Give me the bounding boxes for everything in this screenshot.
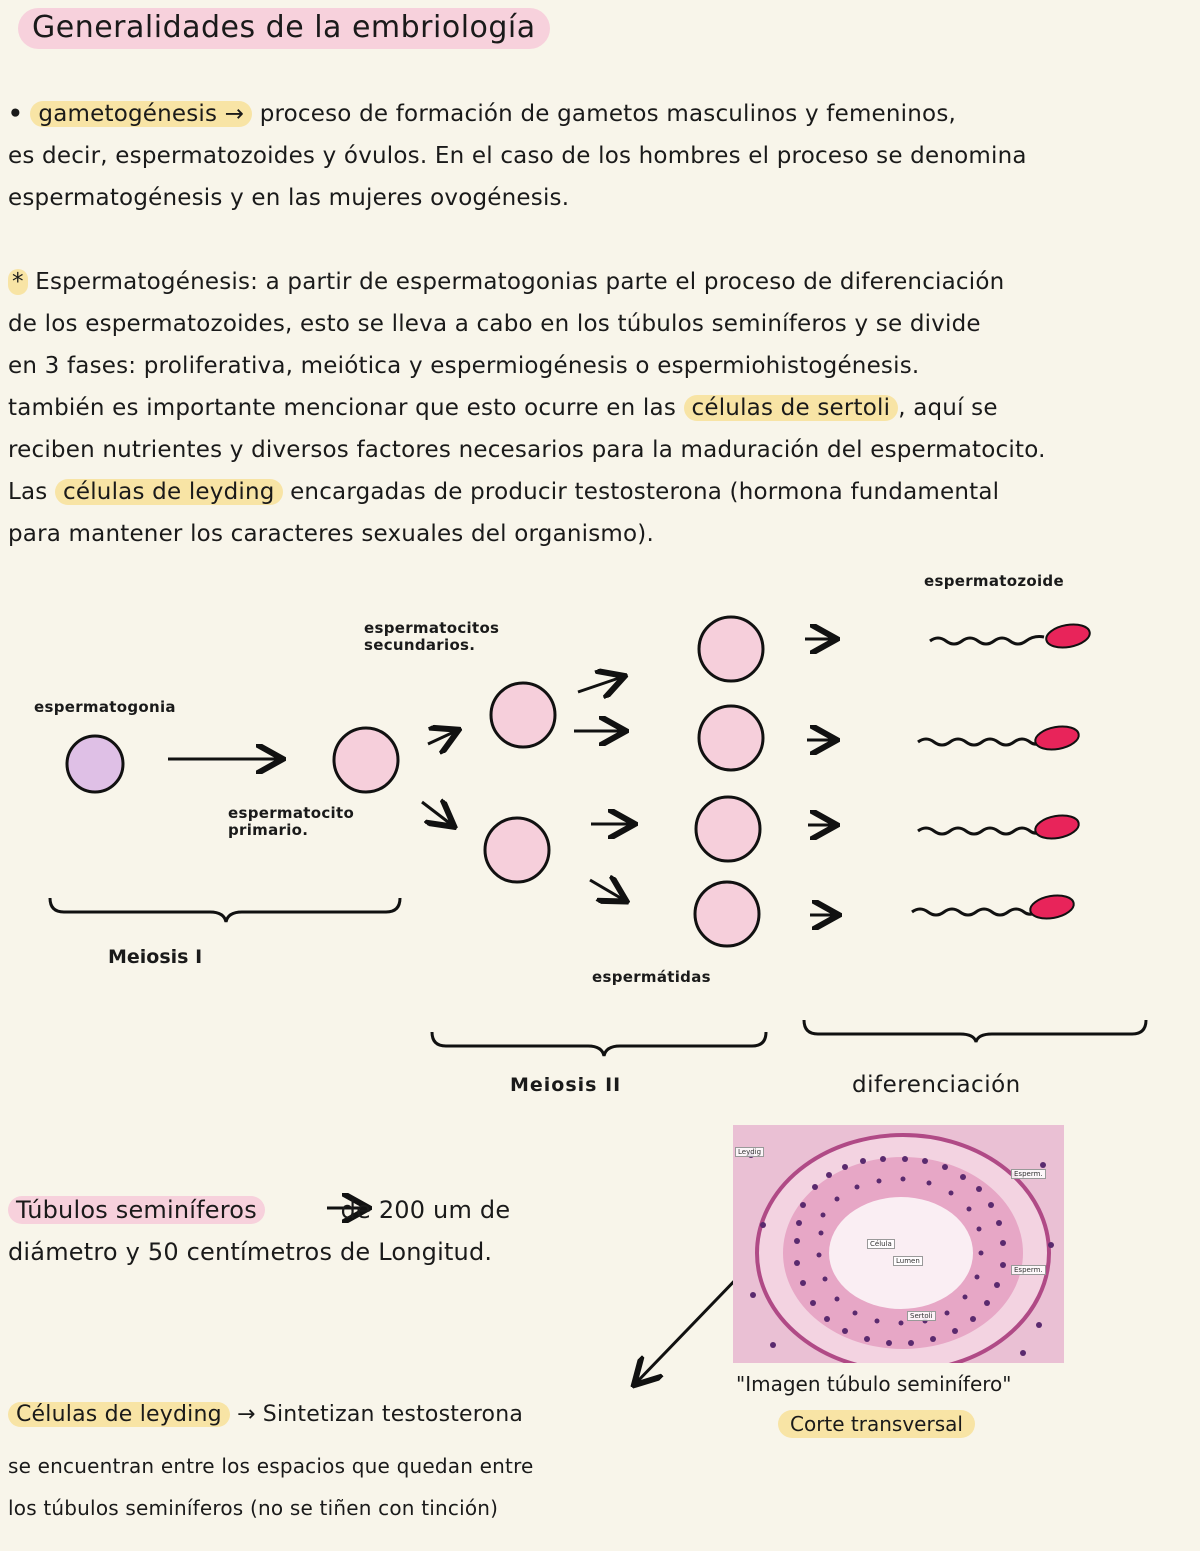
espermatogenesis-line-5: reciben nutrientes y diversos factores necesarios para la maduración del espermatocito. xyxy=(8,437,1046,463)
leyding-line-2: se encuentran entre los espacios que quedan entre xyxy=(8,1454,534,1478)
photo-tag: Leydig xyxy=(735,1147,764,1157)
photo-tag: Lumen xyxy=(893,1256,923,1266)
label-diferenciacion: diferenciación xyxy=(852,1072,1021,1098)
label-espermatozoide: espermatozoide xyxy=(924,572,1064,590)
label-meiosis-1: Meiosis I xyxy=(108,946,203,968)
espermatida-cell xyxy=(699,706,763,770)
brace-meiosis-2 xyxy=(432,1032,766,1056)
label-espermatocitos-secundarios: espermatocitos secundarios. xyxy=(364,619,500,654)
leyding-line-3: los túbulos seminíferos (no se tiñen con tinción) xyxy=(8,1496,499,1520)
photo-caption: "Imagen túbulo seminífero" xyxy=(736,1372,1012,1396)
photo-tag: Esperm. xyxy=(1011,1169,1046,1179)
espermatogenesis-text-1: Espermatogénesis: a partir de espermatogonias parte el proceso de diferenciación xyxy=(35,269,1005,295)
espermatocito-secundario-cell xyxy=(491,683,555,747)
gametogenesis-line-3: espermatogénesis y en las mujeres ovogénesis. xyxy=(8,185,570,211)
espermatogenesis-text-4a: también es importante mencionar que esto ocurre en las xyxy=(8,395,676,421)
arrow xyxy=(578,677,622,692)
espermatogenesis-line-7: para mantener los caracteres sexuales del organismo). xyxy=(8,521,654,547)
espermatozoide-icon xyxy=(930,621,1092,650)
gametogenesis-line-2: es decir, espermatozoides y óvulos. En el caso de los hombres el proceso se denomina xyxy=(8,143,1027,169)
arrow xyxy=(428,731,456,744)
label-meiosis-2: Meiosis II xyxy=(510,1074,622,1096)
espermatogenesis-line-2: de los espermatozoides, esto se lleva a cabo en los túbulos seminíferos y se divide xyxy=(8,311,981,337)
espermatida-cell xyxy=(699,617,763,681)
arrow xyxy=(590,880,624,900)
photo-tag: Célula xyxy=(867,1239,895,1249)
espermatocito-secundario-cell xyxy=(485,818,549,882)
brace-meiosis-1 xyxy=(50,898,400,922)
espermatogenesis-text-6a: Las xyxy=(8,479,48,505)
corte-transversal: Corte transversal xyxy=(778,1410,975,1438)
leyding-term: Células de leyding xyxy=(8,1402,230,1427)
gametogenesis-text: proceso de formación de gametos masculinos y femeninos, xyxy=(259,101,957,127)
photo-tag: Esperm. xyxy=(1011,1265,1046,1275)
label-espermatidas: espermátidas xyxy=(592,968,711,986)
espermatogenesis-text-4b: , aquí se xyxy=(898,395,998,421)
tubulos-line-2: diámetro y 50 centímetros de Longitud. xyxy=(8,1238,493,1266)
tubulos-line-1 xyxy=(8,1190,510,1232)
leyding-line-1 xyxy=(8,1394,523,1436)
leyding-term-inline: células de leyding xyxy=(55,479,283,505)
espermatida-cell xyxy=(696,797,760,861)
tubule-micrograph xyxy=(733,1125,1064,1363)
espermatozoide-icon xyxy=(918,723,1081,752)
sertoli-term: células de sertoli xyxy=(684,395,899,421)
espermatozoide-icon xyxy=(918,812,1081,841)
espermatozoide-icon xyxy=(912,892,1076,921)
tubulos-term: Túbulos seminíferos xyxy=(8,1196,265,1224)
espermatida-cell xyxy=(695,882,759,946)
label-espermatocito-primario: espermatocito primario. xyxy=(228,804,355,839)
label-espermatogonia: espermatogonia xyxy=(34,698,176,716)
espermatogonia-cell xyxy=(67,736,123,792)
gametogenesis-term: gametogénesis → xyxy=(30,101,252,127)
bullet-icon: • xyxy=(8,101,23,127)
leyding-text-1: → Sintetizan testosterona xyxy=(236,1402,524,1427)
photo-tag: Sertoli xyxy=(907,1311,936,1321)
espermatocito-primario-cell xyxy=(334,728,398,792)
star-icon: * xyxy=(8,269,28,295)
espermatogenesis-line-3: en 3 fases: proliferativa, meiótica y espermiogénesis o espermiohistogénesis. xyxy=(8,353,920,379)
arrow xyxy=(422,802,452,825)
page-title: Generalidades de la embriología xyxy=(18,8,550,49)
seminiferous-tubule-image xyxy=(733,1125,1064,1363)
brace-diferenciacion xyxy=(804,1020,1146,1042)
espermatogenesis-text-6b: encargadas de producir testosterona (hormona fundamental xyxy=(290,479,1000,505)
tubulos-text-1: de 200 um de xyxy=(340,1196,511,1224)
